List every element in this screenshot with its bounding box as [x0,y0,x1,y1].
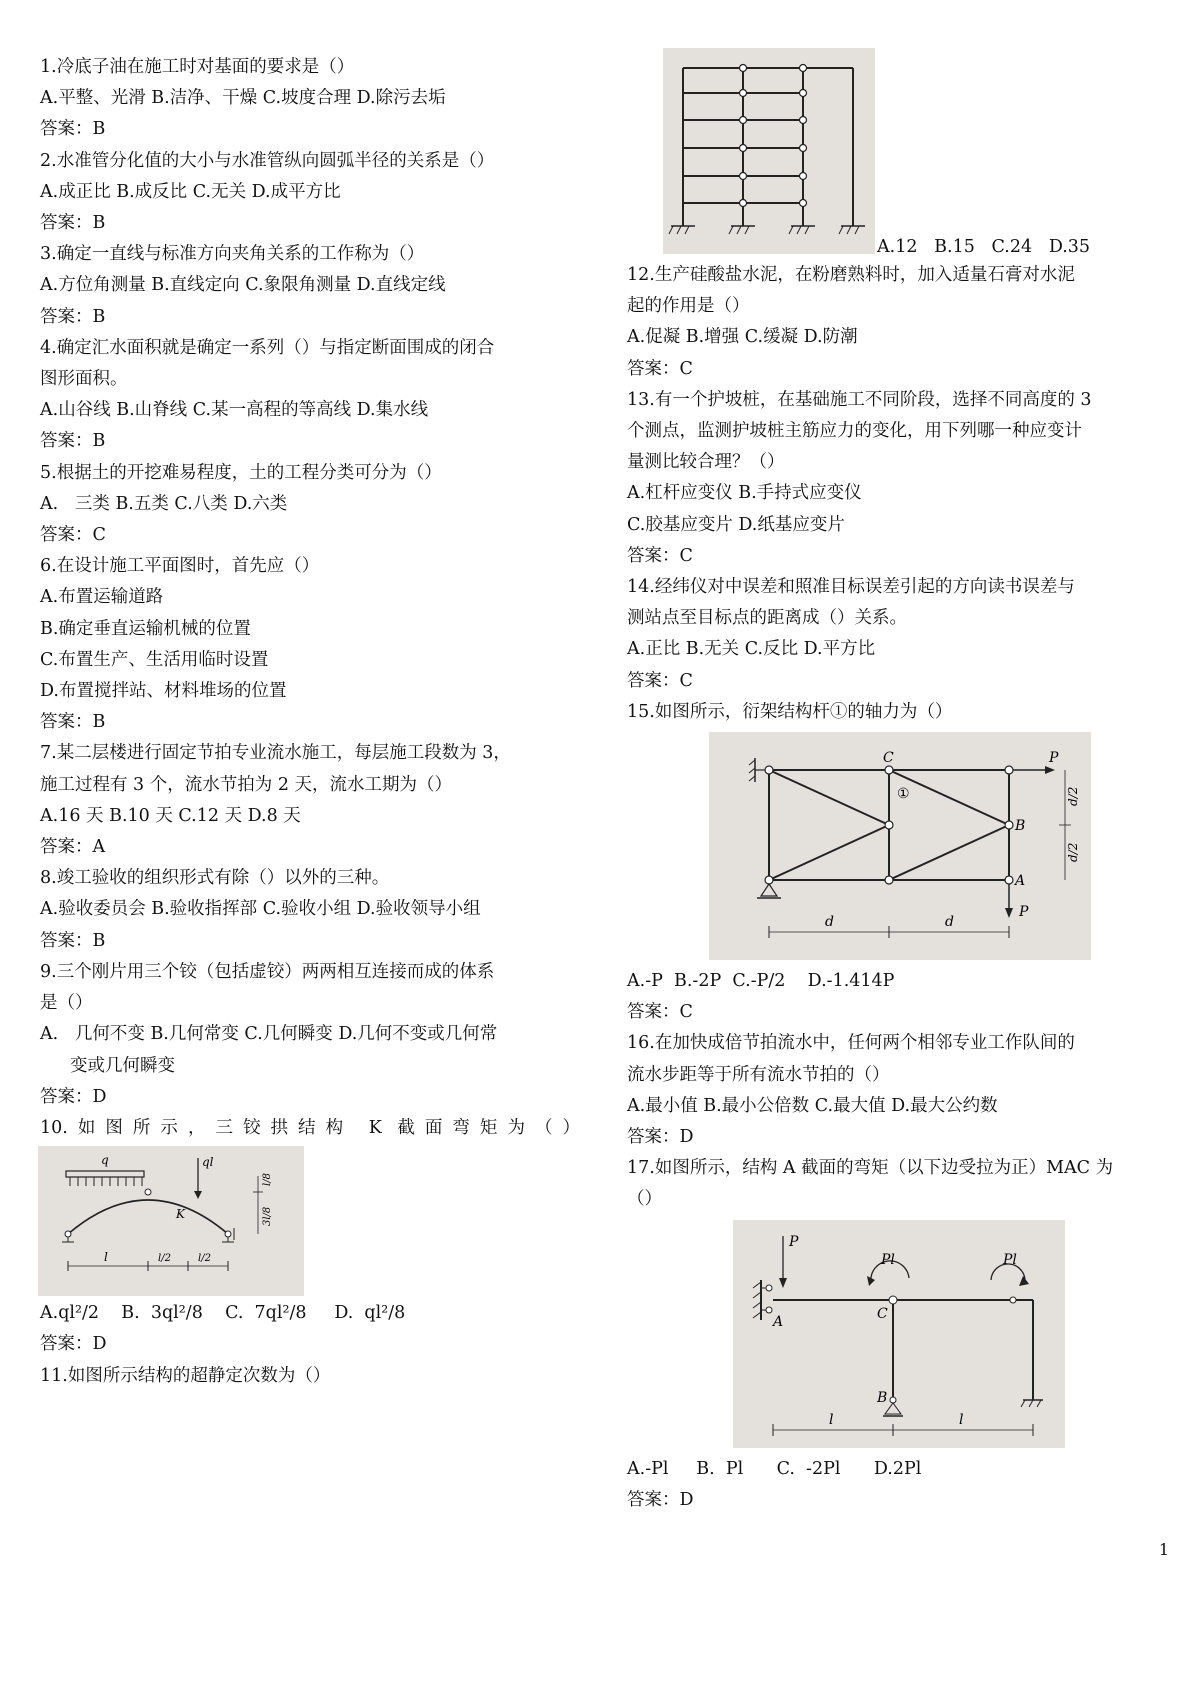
q17-answer: 答案：D [627,1489,694,1510]
q17-node-b-label: B [877,1389,888,1406]
q5-answer: 答案：C [40,525,106,546]
q10-figure-three-hinged-arch [38,1146,304,1296]
left-column [40,52,590,1392]
q17-moment-pl-1: Pl [881,1251,895,1268]
q2-options: A.成正比 B.成反比 C.无关 D.成平方比 [40,181,341,202]
q5-stem: 5.根据土的开挖难易程度，土的工程分类可分为（） [40,462,442,483]
right-column [627,52,1167,1516]
q17-stem-line1: 17.如图所示，结构 A 截面的弯矩（以下边受拉为正）MAC 为 [627,1158,1114,1179]
q6-option-d: D.布置搅拌站、材料堆场的位置 [40,681,287,702]
q11-options: A.12 B.15 C.24 D.35 [877,237,1091,257]
q1-answer: 答案：B [40,119,106,140]
q17-load-p-label: P [789,1233,799,1250]
q10-dim-l: l [104,1250,108,1265]
q10-dim-l8: l/8 [262,1173,273,1187]
q3-options: A.方位角测量 B.直线定向 C.象限角测量 D.直线定线 [40,275,446,296]
q14-stem-line1: 14.经纬仪对中误差和照准目标误差引起的方向读书误差与 [627,577,1075,598]
q4-stem-line2: 图形面积。 [40,369,128,390]
q14-options: A.正比 B.无关 C.反比 D.平方比 [627,639,876,660]
q7-stem-line2: 施工过程有 3 个，流水节拍为 2 天，流水工期为（） [40,774,453,795]
q17-figure-frame [733,1220,1065,1448]
q9-stem-line1: 9.三个刚片用三个铰（包括虚铰）两两相互连接而成的体系 [40,961,495,982]
q1-stem: 1.冷底子油在施工时对基面的要求是（） [40,57,355,77]
q15-stem: 15.如图所示，衍架结构杆①的轴力为（） [627,701,953,722]
q6-option-a: A.布置运输道路 [40,587,164,608]
q14-stem-line2: 测站点至目标点的距离成（）关系。 [627,608,907,629]
q15-load-p-bottom-label: P [1019,904,1029,921]
q16-stem-line1: 16.在加快成倍节拍流水中，任何两个相邻专业工作队间的 [627,1033,1075,1054]
q13-stem-line1: 13.有一个护坡桩，在基础施工不同阶段，选择不同高度的 3 [627,389,1092,410]
q8-options: A.验收委员会 B.验收指挥部 C.验收小组 D.验收领导小组 [40,899,481,920]
q11-stem: 11.如图所示结构的超静定次数为（） [40,1365,331,1386]
q16-answer: 答案：D [627,1127,694,1148]
q17-node-a-label: A [773,1313,784,1330]
q5-options: A. 三类 B.五类 C.八类 D.六类 [40,493,288,514]
q10-load-ql-label: ql [202,1155,214,1170]
page-number: 1 [1158,1540,1169,1559]
q10-dim-3l8: 3l/8 [262,1206,273,1227]
q10-options: A.ql²/2 B. 3ql²/8 C. 7ql²/8 D. ql²/8 [40,1303,406,1324]
q15-node-a-label: A [1015,873,1026,890]
q13-options-line2: C.胶基应变片 D.纸基应变片 [627,514,845,535]
q17-stem-line2: （） [627,1189,662,1210]
q10-dim-l2-b: l/2 [198,1253,211,1265]
q9-options-line1: A. 几何不变 B.几何常变 C.几何瞬变 D.几何不变或几何常 [40,1024,498,1045]
q17-moment-pl-2: Pl [1003,1251,1017,1268]
q4-answer: 答案：B [40,431,106,452]
q4-stem-line1: 4.确定汇水面积就是确定一系列（）与指定断面围成的闭合 [40,337,495,358]
q11-figure-multistory-frame [663,48,875,254]
q17-dim-l-right: l [959,1411,964,1428]
q6-option-b: B.确定垂直运输机械的位置 [40,618,251,639]
q15-node-b-label: B [1015,818,1026,835]
q16-stem-line2: 流水步距等于所有流水节拍的（） [627,1064,890,1085]
q7-answer: 答案：A [40,837,106,858]
q13-stem-line3: 量测比较合理？（） [627,452,785,473]
q10-load-q-label: q [101,1153,109,1168]
q17-node-c-label: C [877,1305,888,1322]
q15-load-p-top-label: P [1049,750,1059,767]
q7-stem-line1: 7.某二层楼进行固定节拍专业流水施工，每层施工段数为 3， [40,743,511,764]
q11-figure-row [627,48,1167,260]
q15-answer: 答案：C [627,1002,693,1023]
q7-options: A.16 天 B.10 天 C.12 天 D.8 天 [40,805,301,826]
q8-stem: 8.竣工验收的组织形式有除（）以外的三种。 [40,868,390,889]
q13-answer: 答案：C [627,545,693,566]
q15-node-c-label: C [883,750,894,767]
q15-member-1-label: ① [897,786,910,803]
q3-stem: 3.确定一直线与标准方向夹角关系的工作称为（） [40,244,425,265]
q10-dim-l2-a: l/2 [158,1253,171,1265]
q10-stem: 10.如图所示，三铰拱结构 K 截面弯矩为（） [40,1117,580,1138]
q1-options: A.平整、光滑 B.洁净、干燥 C.坡度合理 D.除污去垢 [40,88,446,109]
q12-stem-line2: 起的作用是（） [627,296,750,317]
q15-dim-d-right: d [945,914,954,931]
q6-answer: 答案：B [40,712,106,733]
q9-answer: 答案：D [40,1086,107,1107]
q12-options: A.促凝 B.增强 C.缓凝 D.防潮 [627,327,858,348]
q13-stem-line2: 个测点，监测护坡桩主筋应力的变化，用下列哪一种应变计 [627,421,1082,442]
q15-dim-d2-bottom: d/2 [1066,842,1080,863]
q10-section-k-label: K [176,1207,185,1222]
q4-options: A.山谷线 B.山脊线 C.某一高程的等高线 D.集水线 [40,400,429,421]
q12-answer: 答案：C [627,358,693,379]
q2-stem: 2.水准管分化值的大小与水准管纵向圆弧半径的关系是（） [40,150,495,171]
q14-answer: 答案：C [627,670,693,691]
q3-answer: 答案：B [40,306,106,327]
q8-answer: 答案：B [40,930,106,951]
q12-stem-line1: 12.生产硅酸盐水泥，在粉磨熟料时，加入适量石膏对水泥 [627,265,1075,285]
q17-dim-l-left: l [829,1411,834,1428]
q6-option-c: C.布置生产、生活用临时设置 [40,649,269,670]
q15-figure-truss [709,732,1091,960]
q17-options: A.-Pl B. Pl C. -2Pl D.2Pl [627,1458,922,1479]
q6-stem: 6.在设计施工平面图时，首先应（） [40,556,320,577]
q13-options-line1: A.杠杆应变仪 B.手持式应变仪 [627,483,862,504]
q15-dim-d2-top: d/2 [1066,786,1080,807]
q9-options-line2: 变或几何瞬变 [70,1055,175,1076]
q15-options: A.-P B.-2P C.-P/2 D.-1.414P [627,971,895,992]
q16-options: A.最小值 B.最小公倍数 C.最大值 D.最大公约数 [627,1095,998,1116]
q15-dim-d-left: d [825,914,834,931]
q10-answer: 答案：D [40,1334,107,1355]
q9-stem-line2: 是（） [40,993,93,1014]
q2-answer: 答案：B [40,213,106,234]
